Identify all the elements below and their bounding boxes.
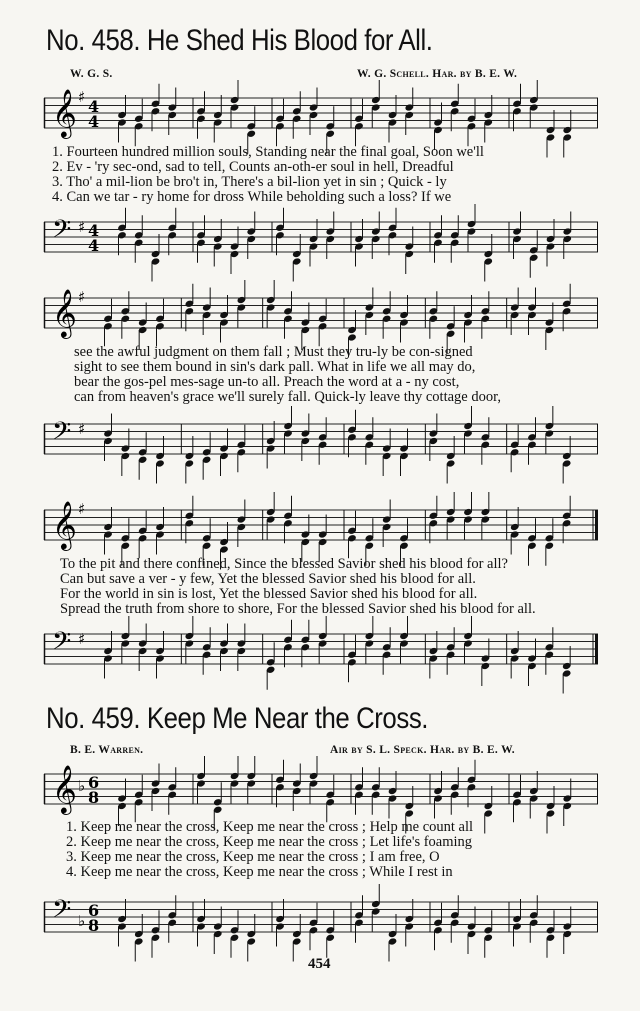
hymn-458-title: No. 458. He Shed His Blood for All.	[46, 24, 433, 57]
lyric-line: Spread the truth from shore to shore, For the blessed Savior shed his blood for all.	[60, 601, 536, 617]
hymn-458-composer: W. G. Schell. Har. by B. E. W.	[357, 68, 518, 80]
treble-clef-icon: 𝄞	[52, 88, 77, 137]
treble-clef-icon: 𝄞	[52, 288, 77, 337]
lyrics-458-3	[60, 557, 536, 617]
staff-458-3-bass	[44, 620, 598, 680]
hymn-459-title: No. 459. Keep Me Near the Cross.	[46, 702, 429, 735]
lyrics-458-1	[52, 145, 484, 205]
staff-459-treble	[44, 760, 598, 820]
flat-icon: ♭	[78, 777, 86, 795]
sharp-icon: ♯	[78, 420, 86, 438]
lyric-line: 3. Keep me near the cross, Keep me near the cross ; I am free, O	[66, 849, 440, 865]
bass-clef-icon: 𝄢	[52, 417, 72, 452]
time-signature: 4	[88, 236, 100, 255]
time-signature: 8	[88, 788, 100, 807]
lyric-line: bear the gos-pel mes-sage un-to all. Preach the word at a - ny cost,	[74, 374, 460, 390]
lyric-line: To the pit and there confined, Since the blessed Savior shed his blood for all?	[60, 556, 508, 572]
lyrics-458-2	[74, 345, 501, 405]
lyric-line: 1. Keep me near the cross, Keep me near the cross ; Help me count all	[66, 819, 474, 835]
lyric-line: see the awful judgment on them fall ; Must they tru-ly be con-signed	[74, 344, 473, 360]
lyric-line: 1. Fourteen hundred million souls, Standing near the final goal, Soon we'll	[52, 144, 484, 160]
time-signature: 8	[88, 916, 100, 935]
sharp-icon: ♯	[78, 218, 86, 236]
staff-459-bass	[44, 888, 598, 948]
time-signature: 4	[88, 97, 100, 116]
staff-458-3-treble	[44, 496, 598, 556]
lyric-line: For the world in sin is lost, Yet the blessed Savior shed his blood for all.	[60, 586, 478, 602]
treble-clef-icon: 𝄞	[52, 500, 77, 549]
hymn-458-author: W. G. S.	[70, 68, 113, 80]
sharp-icon: ♯	[78, 88, 86, 106]
flat-icon: ♭	[78, 912, 86, 930]
page-number: 454	[308, 956, 331, 972]
lyric-line: 2. Ev - 'ry sec-ond, sad to tell, Counts an-oth-er soul in hell, Dreadful	[52, 159, 454, 175]
hymn-459-author: B. E. Warren.	[70, 744, 144, 756]
time-signature: 4	[88, 221, 100, 240]
lyric-line: 4. Can we tar - ry home for dross While beholding such a loss? If we	[52, 189, 452, 205]
lyric-line: 2. Keep me near the cross, Keep me near the cross ; Let life's foaming	[66, 834, 473, 850]
bass-clef-icon: 𝄢	[52, 627, 72, 662]
sharp-icon: ♯	[78, 288, 86, 306]
staff-458-1-bass	[44, 208, 598, 268]
hymn-459-composer: Air by S. L. Speck. Har. by B. E. W.	[330, 744, 515, 756]
sharp-icon: ♯	[78, 500, 86, 518]
lyrics-459	[66, 820, 473, 880]
sharp-icon: ♯	[78, 630, 86, 648]
staff-458-2-bass	[44, 410, 598, 470]
lyric-line: can from heaven's grace we'll surely fall. Quick-ly leave thy cottage door,	[74, 389, 501, 405]
lyric-line: sight to see them bound in sin's dark pall. What in life we all may do,	[74, 359, 476, 375]
bass-clef-icon: 𝄢	[52, 215, 72, 250]
lyric-line: Can but save a ver - y few, Yet the blessed Savior shed his blood for all.	[60, 571, 476, 587]
lyric-line: 4. Keep me near the cross, Keep me near the cross ; While I rest in	[66, 864, 453, 880]
time-signature: 6	[88, 901, 100, 920]
lyric-line: 3. Tho' a mil-lion be bro't in, There's a bil-lion yet in sin ; Quick - ly	[52, 174, 447, 190]
time-signature: 4	[88, 112, 100, 131]
bass-clef-icon: 𝄢	[52, 895, 72, 930]
time-signature: 6	[88, 773, 100, 792]
treble-clef-icon: 𝄞	[52, 764, 77, 813]
staff-458-2-treble	[44, 284, 598, 344]
staff-458-1-treble	[44, 84, 598, 144]
